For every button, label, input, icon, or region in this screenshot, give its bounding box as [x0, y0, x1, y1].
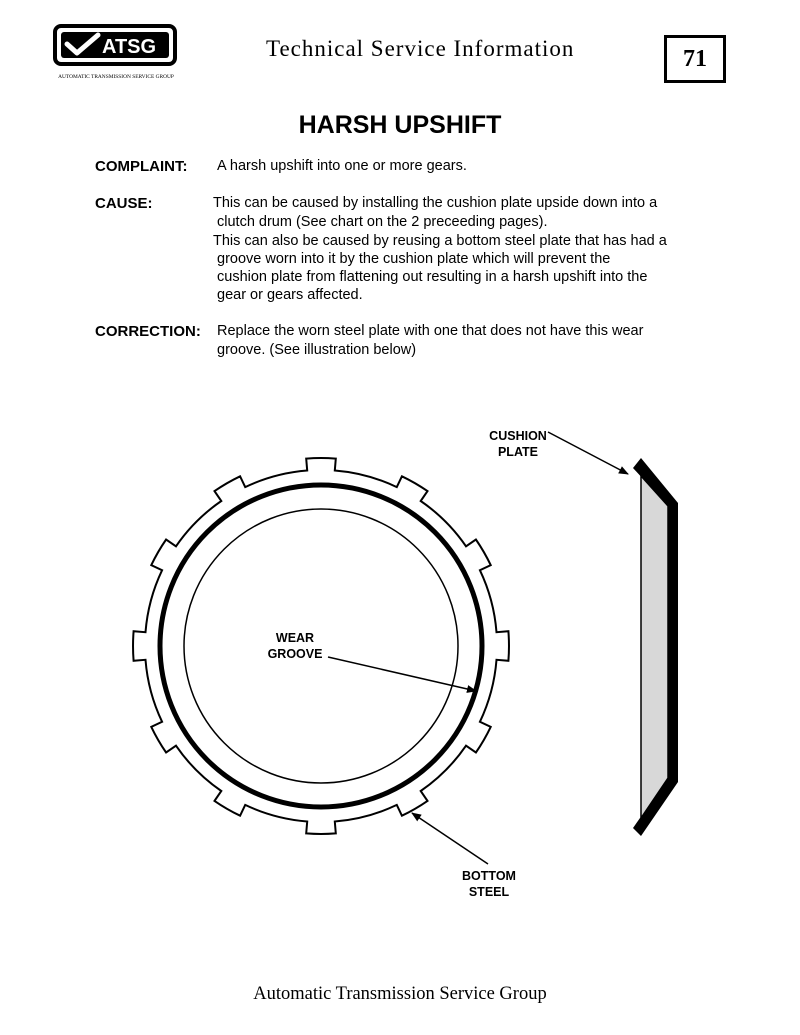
- cushion-plate-label-line-1: CUSHION: [489, 429, 547, 443]
- header-title: Technical Service Information: [266, 36, 575, 61]
- cushion-plate-face: [641, 476, 668, 818]
- svg-text:ATSG: ATSG: [102, 36, 157, 58]
- cause-line-3: This can also be caused by reusing a bottom steel plate that has had a: [213, 233, 667, 249]
- cause-line-5: cushion plate from flattening out resulting in a harsh upshift into the: [217, 269, 648, 285]
- wear-groove-label-line-1: WEAR: [275, 631, 315, 645]
- illustration: [0, 380, 800, 920]
- footer-text: Automatic Transmission Service Group: [253, 984, 547, 1004]
- cause-line-6: gear or gears affected.: [217, 287, 363, 303]
- complaint-label: COMPLAINT:: [95, 158, 188, 175]
- cushion-plate-label-line-2: PLATE: [497, 445, 539, 459]
- correction-line-2: groove. (See illustration below): [217, 342, 417, 358]
- document-title: HARSH UPSHIFT: [298, 111, 502, 139]
- correction-line-1: Replace the worn steel plate with one that does not have this wear: [217, 323, 644, 339]
- atsg-logo: [40, 22, 200, 84]
- cause-line-1: This can be caused by installing the cushion plate upside down into a: [213, 195, 658, 211]
- cause-line-4: groove worn into it by the cushion plate which will prevent the: [217, 251, 611, 267]
- correction-label: CORRECTION:: [95, 323, 201, 340]
- wear-groove-label-line-2: GROOVE: [267, 647, 323, 661]
- bottom-steel-label-line-2: STEEL: [468, 885, 510, 899]
- complaint-text: A harsh upshift into one or more gears.: [217, 158, 467, 174]
- page-number: 71: [664, 35, 726, 83]
- cushion-plate-label: [470, 428, 566, 460]
- cause-label: CAUSE:: [95, 195, 153, 212]
- bottom-steel-label-line-1: BOTTOM: [462, 869, 516, 883]
- svg-text:AUTOMATIC TRANSMISSION SERVICE: AUTOMATIC TRANSMISSION SERVICE GROUP: [58, 74, 174, 80]
- bottom-steel-label: [444, 868, 534, 900]
- bottom-steel-arrow: [412, 813, 488, 864]
- wear-groove-label: [250, 630, 340, 662]
- cause-line-2: clutch drum (See chart on the 2 preceeding pages).: [217, 214, 548, 230]
